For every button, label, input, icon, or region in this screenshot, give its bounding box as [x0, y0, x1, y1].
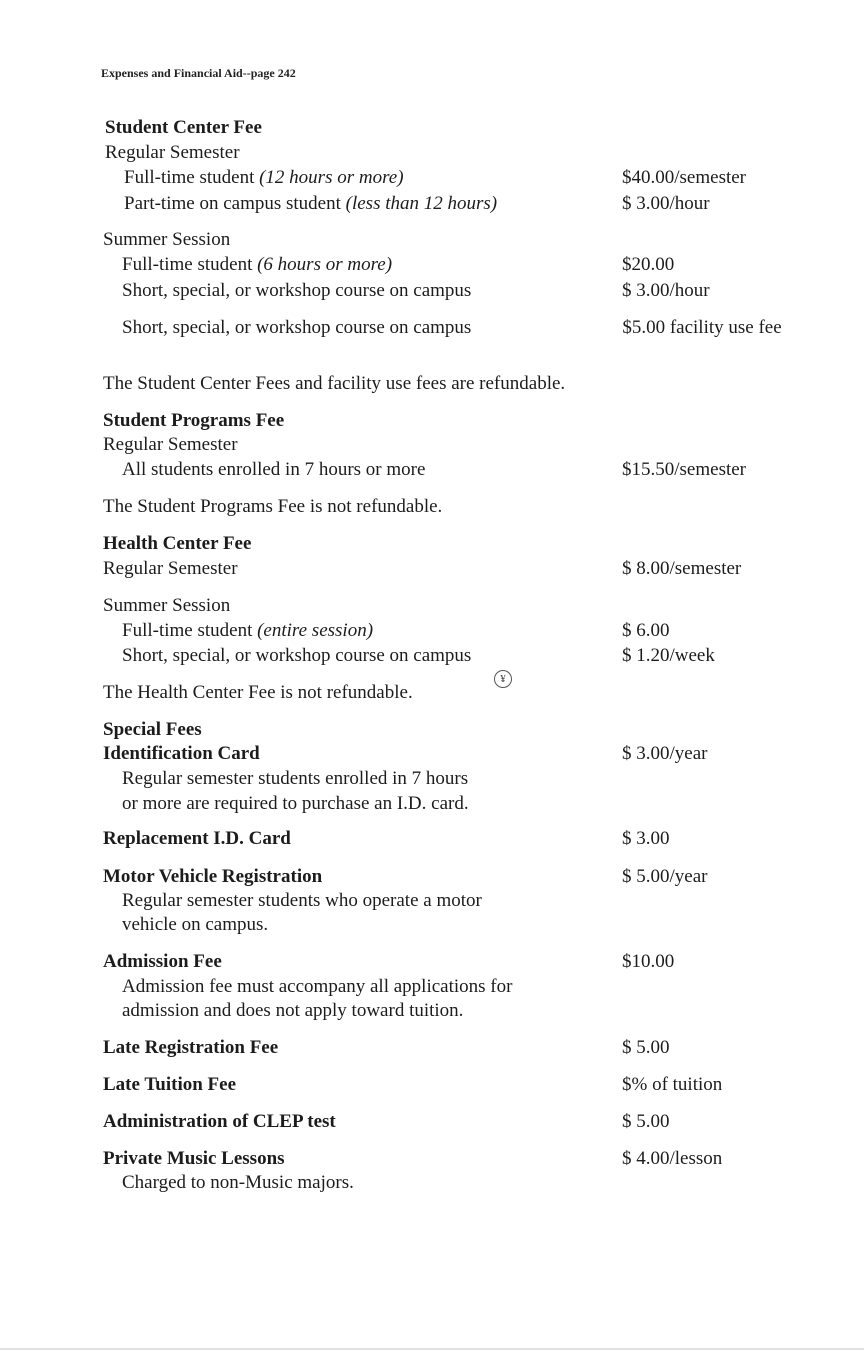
motor-line2: vehicle on campus. [122, 914, 269, 935]
motor-title: Motor Vehicle Registration [103, 866, 323, 887]
student-programs-note-row [0, 495, 864, 521]
clep-value: $ 5.00 [622, 1111, 670, 1132]
health-center-regular-value: $ 8.00/semester [622, 558, 742, 579]
student-center-title-row [0, 116, 864, 142]
student-center-title: Student Center Fee [105, 117, 262, 138]
admission-title-row [0, 950, 864, 976]
student-center-parttime-row [0, 192, 864, 218]
late-registration-row [0, 1036, 864, 1062]
student-center-summer-fulltime-value: $20.00 [622, 254, 675, 275]
clep-row [0, 1110, 864, 1136]
late-tuition-value: $% of tuition [622, 1074, 723, 1095]
health-center-short-row [0, 644, 864, 670]
special-fees-title-row [0, 718, 864, 744]
motor-title-row [0, 865, 864, 891]
replacement-row [0, 827, 864, 853]
health-center-summer-row [0, 594, 864, 620]
health-center-title-row [0, 532, 864, 558]
student-center-regular-label: Regular Semester [105, 142, 240, 163]
student-programs-all-row [0, 458, 864, 484]
health-center-fulltime-value: $ 6.00 [622, 620, 670, 641]
student-center-short1-row [0, 279, 864, 305]
id-card-line2-row [0, 792, 864, 818]
student-center-parttime-label: Part-time on campus student (less than 12 hours) [124, 193, 498, 214]
music-line1-row [0, 1171, 864, 1197]
student-programs-all-label: All students enrolled in 7 hours or more [122, 459, 426, 480]
music-value: $ 4.00/lesson [622, 1148, 723, 1169]
student-center-note: The Student Center Fees and facility use fees are refundable. [103, 373, 566, 394]
student-center-note-row [0, 372, 864, 398]
motor-value: $ 5.00/year [622, 866, 708, 887]
student-center-summer-fulltime-row [0, 253, 864, 279]
id-card-line2: or more are required to purchase an I.D. card. [122, 793, 469, 814]
student-center-short2-label: Short, special, or workshop course on campus [122, 317, 472, 338]
id-card-line1-row [0, 767, 864, 793]
student-center-parttime-value: $ 3.00/hour [622, 193, 710, 214]
health-center-fulltime-label: Full-time student (entire session) [122, 620, 374, 641]
admission-line1: Admission fee must accompany all applications for [122, 976, 513, 997]
health-center-regular-label: Regular Semester [103, 558, 238, 579]
health-center-summer-label: Summer Session [103, 595, 231, 616]
admission-line1-row [0, 975, 864, 1001]
late-tuition-row [0, 1073, 864, 1099]
id-card-title: Identification Card [103, 743, 260, 764]
music-line1: Charged to non-Music majors. [122, 1172, 354, 1193]
student-center-summer-label: Summer Session [103, 229, 231, 250]
student-programs-title-row [0, 409, 864, 435]
id-card-title-row [0, 742, 864, 768]
admission-line2-row [0, 999, 864, 1025]
student-center-fulltime-label: Full-time student (12 hours or more) [124, 167, 404, 188]
health-center-short-label: Short, special, or workshop course on campus [122, 645, 472, 666]
id-card-value: $ 3.00/year [622, 743, 708, 764]
student-programs-all-value: $15.50/semester [622, 459, 747, 480]
late-tuition-title: Late Tuition Fee [103, 1074, 237, 1095]
student-programs-title: Student Programs Fee [103, 410, 285, 431]
student-center-short1-label: Short, special, or workshop course on campus [122, 280, 472, 301]
admission-value: $10.00 [622, 951, 675, 972]
student-center-short2-value: $5.00 facility use fee [622, 317, 782, 338]
music-title-row [0, 1147, 864, 1173]
health-center-regular-row [0, 557, 864, 583]
replacement-value: $ 3.00 [622, 828, 670, 849]
motor-line1: Regular semester students who operate a motor [122, 890, 482, 911]
page-bottom-edge [0, 1348, 864, 1350]
health-center-note: The Health Center Fee is not refundable. [103, 682, 413, 703]
replacement-title: Replacement I.D. Card [103, 828, 291, 849]
student-center-fulltime-row [0, 166, 864, 192]
admission-title: Admission Fee [103, 951, 222, 972]
special-fees-title: Special Fees [103, 719, 202, 740]
health-center-note-row [0, 681, 864, 707]
music-title: Private Music Lessons [103, 1148, 285, 1169]
admission-line2: admission and does not apply toward tuition. [122, 1000, 464, 1021]
student-center-short1-value: $ 3.00/hour [622, 280, 710, 301]
student-programs-note: The Student Programs Fee is not refundable. [103, 496, 443, 517]
student-center-summer-row [0, 228, 864, 254]
health-center-title: Health Center Fee [103, 533, 252, 554]
student-programs-regular-label: Regular Semester [103, 434, 238, 455]
health-center-fulltime-row [0, 619, 864, 645]
student-center-regular-row [0, 141, 864, 167]
page-header: Expenses and Financial Aid--page 242 [101, 66, 296, 80]
health-center-short-value: $ 1.20/week [622, 645, 715, 666]
motor-line2-row [0, 913, 864, 939]
student-center-fulltime-value: $40.00/semester [622, 167, 747, 188]
late-registration-value: $ 5.00 [622, 1037, 670, 1058]
student-center-short2-row [0, 316, 864, 368]
stamp-mark: ¥ [494, 670, 512, 688]
student-center-summer-fulltime-label: Full-time student (6 hours or more) [122, 254, 393, 275]
late-registration-title: Late Registration Fee [103, 1037, 279, 1058]
student-programs-regular-row [0, 433, 864, 459]
id-card-line1: Regular semester students enrolled in 7 hours [122, 768, 469, 789]
clep-title: Administration of CLEP test [103, 1111, 336, 1132]
motor-line1-row [0, 889, 864, 915]
